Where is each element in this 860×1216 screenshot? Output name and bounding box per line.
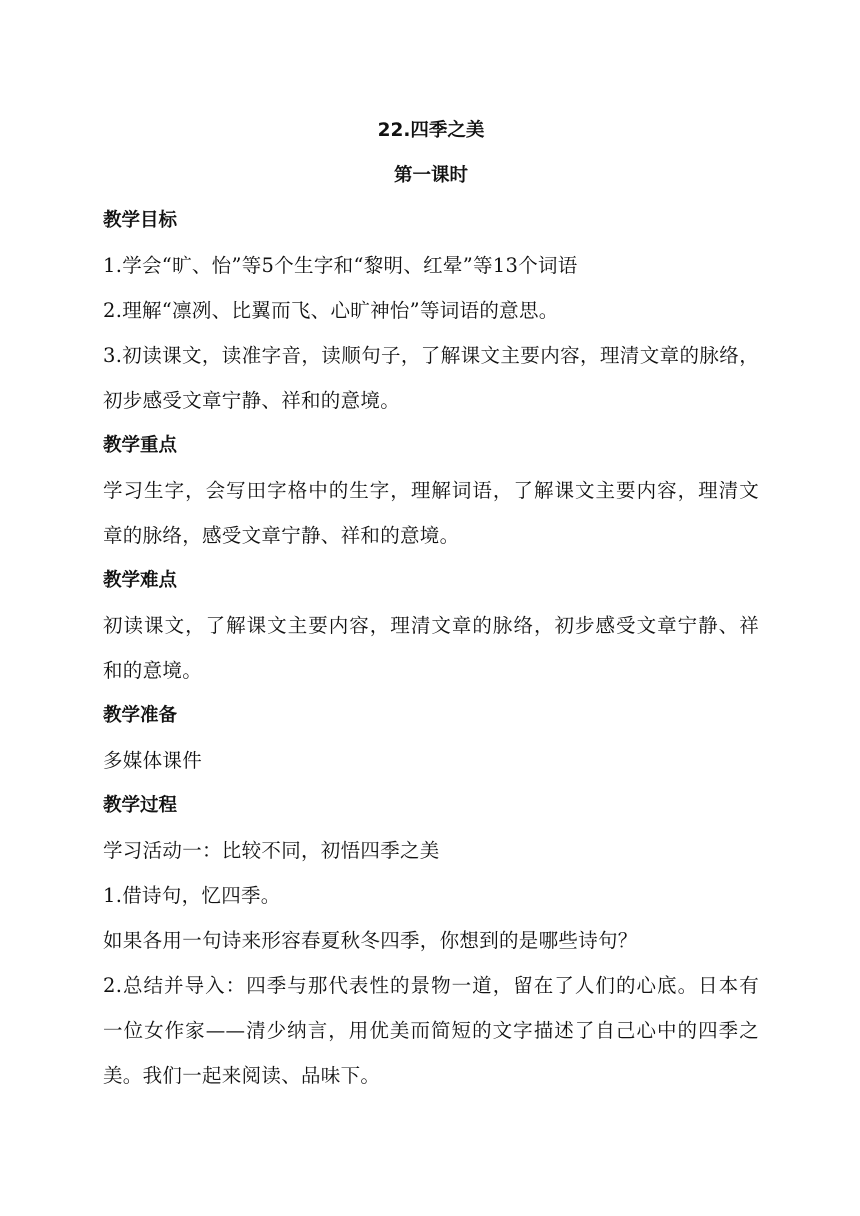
- section-heading-difficulties: 教学难点: [103, 570, 178, 591]
- difficulties-line-1: 初读课文，了解课文主要内容，理清文章的脉络，初步感受文章宁静、祥: [103, 614, 759, 637]
- document-subtitle: 第一课时: [393, 165, 468, 186]
- section-heading-preparation: 教学准备: [103, 705, 178, 726]
- process-question: 如果各用一句诗来形容春夏秋冬四季，你想到的是哪些诗句？: [103, 929, 638, 952]
- document-body: [103, 108, 759, 1098]
- goal-item-1: 1.学会“旷、怡”等5个生字和“黎明、红晕”等13个词语: [103, 254, 578, 277]
- process-step-2-line-3: 美。我们一起来阅读、品味下。: [103, 1064, 381, 1087]
- process-step-1: 1.借诗句，忆四季。: [103, 884, 281, 907]
- process-step-2-line-2: 一位女作家——清少纳言，用优美而简短的文字描述了自己心中的四季之: [103, 1019, 759, 1042]
- section-heading-goals: 教学目标: [103, 210, 178, 231]
- difficulties-line-2: 和的意境。: [103, 659, 203, 682]
- key-points-line-1: 学习生字，会写田字格中的生字，理解词语，了解课文主要内容，理清文: [103, 479, 759, 502]
- section-heading-key-points: 教学重点: [103, 435, 178, 456]
- process-step-2-line-1: 2.总结并导入：四季与那代表性的景物一道，留在了人们的心底。日本有: [103, 974, 759, 997]
- goal-item-2: 2.理解“凛冽、比翼而飞、心旷神怡”等词语的意思。: [103, 299, 559, 322]
- key-points-line-2: 章的脉络，感受文章宁静、祥和的意境。: [103, 524, 460, 547]
- process-activity-title: 学习活动一：比较不同，初悟四季之美: [103, 839, 440, 862]
- goal-item-3-line-1: 3.初读课文，读准字音，读顺句子，了解课文主要内容，理清文章的脉络，: [103, 344, 759, 367]
- preparation-line-1: 多媒体课件: [103, 749, 203, 772]
- document-title: 22.四季之美: [377, 120, 485, 141]
- section-heading-process: 教学过程: [103, 795, 178, 816]
- goal-item-3-line-2: 初步感受文章宁静、祥和的意境。: [103, 389, 401, 412]
